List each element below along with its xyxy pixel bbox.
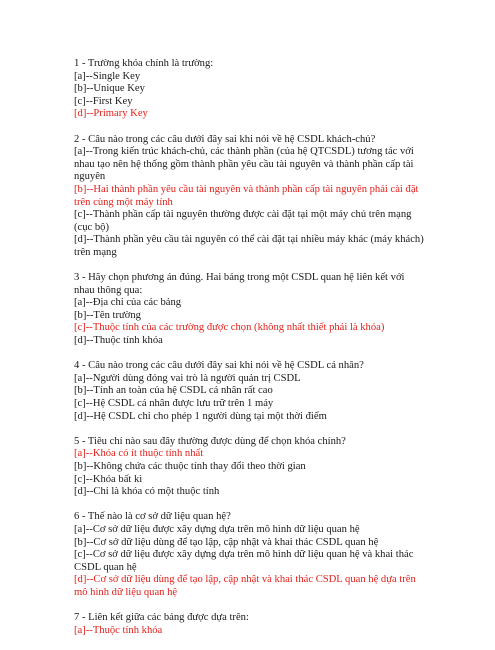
quiz-content <box>74 58 426 650</box>
option-b: [b]--Unique Key <box>74 83 145 95</box>
option-b: [b]--Tên trường <box>74 309 141 321</box>
question-stem: 5 - Tiêu chí nào sau đây thường được dùng để chọn khóa chính? <box>74 435 346 447</box>
question-stem: 6 - Thế nào là cơ sở dữ liệu quan hệ? <box>74 511 231 523</box>
question-6 <box>74 511 426 599</box>
option-c: [c]--Cơ sở dữ liệu được xây dựng dựa trên mô hình dữ liệu quan hệ và khai thác CSDL quan hệ <box>74 549 414 573</box>
option-a-correct: [a]--Khóa có ít thuộc tính nhất <box>74 448 204 460</box>
question-stem: 1 - Trường khóa chính là trường: <box>74 58 214 69</box>
question-5 <box>74 436 426 499</box>
option-d: [d]--Thành phần yêu cầu tài nguyên có thể cài đặt tại nhiều máy khác (máy khách) trên mạng <box>74 234 424 258</box>
question-1 <box>74 58 426 121</box>
question-4 <box>74 360 426 423</box>
option-d: [d]--Chỉ là khóa có một thuộc tính <box>74 486 220 498</box>
option-b: [b]--Cơ sở dữ liệu dùng để tạo lập, cập nhật và khai thác CSDL quan hệ <box>74 536 379 548</box>
question-stem: 7 - Liên kết giữa các bảng được dựa trên: <box>74 612 249 624</box>
option-b-correct: [b]--Hai thành phần yêu cầu tài nguyên và thành phần cấp tài nguyên phải cài đặt trên cùng một máy tính <box>74 183 419 208</box>
option-a: [a]--Trong kiến trúc khách-chủ, các thành phần (của hệ QTCSDL) tương tác với nhau tạo nên hệ thống gồm thành phần yêu cầu tài nguyên và thành phần cấp tài nguyên <box>74 146 414 183</box>
option-c: [c]--Khóa bất kì <box>74 473 143 485</box>
option-d-correct: [d]--Cơ sở dữ liệu dùng để tạo lập, cập nhật và khai thác CSDL quan hệ dựa trên mô hình dữ liệu quan hệ <box>74 574 416 598</box>
question-2 <box>74 134 426 260</box>
question-stem: 4 - Câu nào trong các câu dưới đây sai khi nói về hệ CSDL cá nhân? <box>74 360 364 372</box>
option-a-correct: [a]--Thuộc tính khóa <box>74 624 163 636</box>
question-stem: 3 - Hãy chọn phương án đúng. Hai bảng trong một CSDL quan hệ liên kết với nhau thông qua: <box>74 272 405 296</box>
option-a: [a]--Địa chỉ của các bảng <box>74 297 182 309</box>
option-a: [a]--Người dùng đóng vai trò là người quản trị CSDL <box>74 372 301 384</box>
option-c: [c]--First Key <box>74 95 133 107</box>
option-b: [b]--Không chứa các thuộc tính thay đổi theo thời gian <box>74 461 306 472</box>
option-b: [b]--Tính an toàn của hệ CSDL cá nhân rất cao <box>74 385 273 397</box>
option-d: [d]--Thuộc tính khóa <box>74 335 163 347</box>
question-3 <box>74 272 426 348</box>
option-c-correct: [c]--Thuộc tính của các trường được chọn (không nhất thiết phải là khóa) <box>74 322 385 334</box>
question-7 <box>74 612 426 637</box>
option-c: [c]--Hệ CSDL cá nhân được lưu trữ trên 1 máy <box>74 398 274 410</box>
option-c: [c]--Thành phần cấp tài nguyên thường được cài đặt tại một máy chủ trên mạng (cục bộ) <box>74 209 412 233</box>
question-stem: 2 - Câu nào trong các câu dưới đây sai khi nói về hệ CSDL khách-chủ? <box>74 133 376 145</box>
option-d-correct: [d]--Primary Key <box>74 108 148 120</box>
option-d: [d]--Hệ CSDL chỉ cho phép 1 người dùng tại một thời điểm <box>74 410 327 422</box>
option-a: [a]--Cơ sở dữ liệu được xây dựng dựa trên mô hình dữ liệu quan hệ <box>74 523 360 535</box>
option-a: [a]--Single Key <box>74 70 141 82</box>
